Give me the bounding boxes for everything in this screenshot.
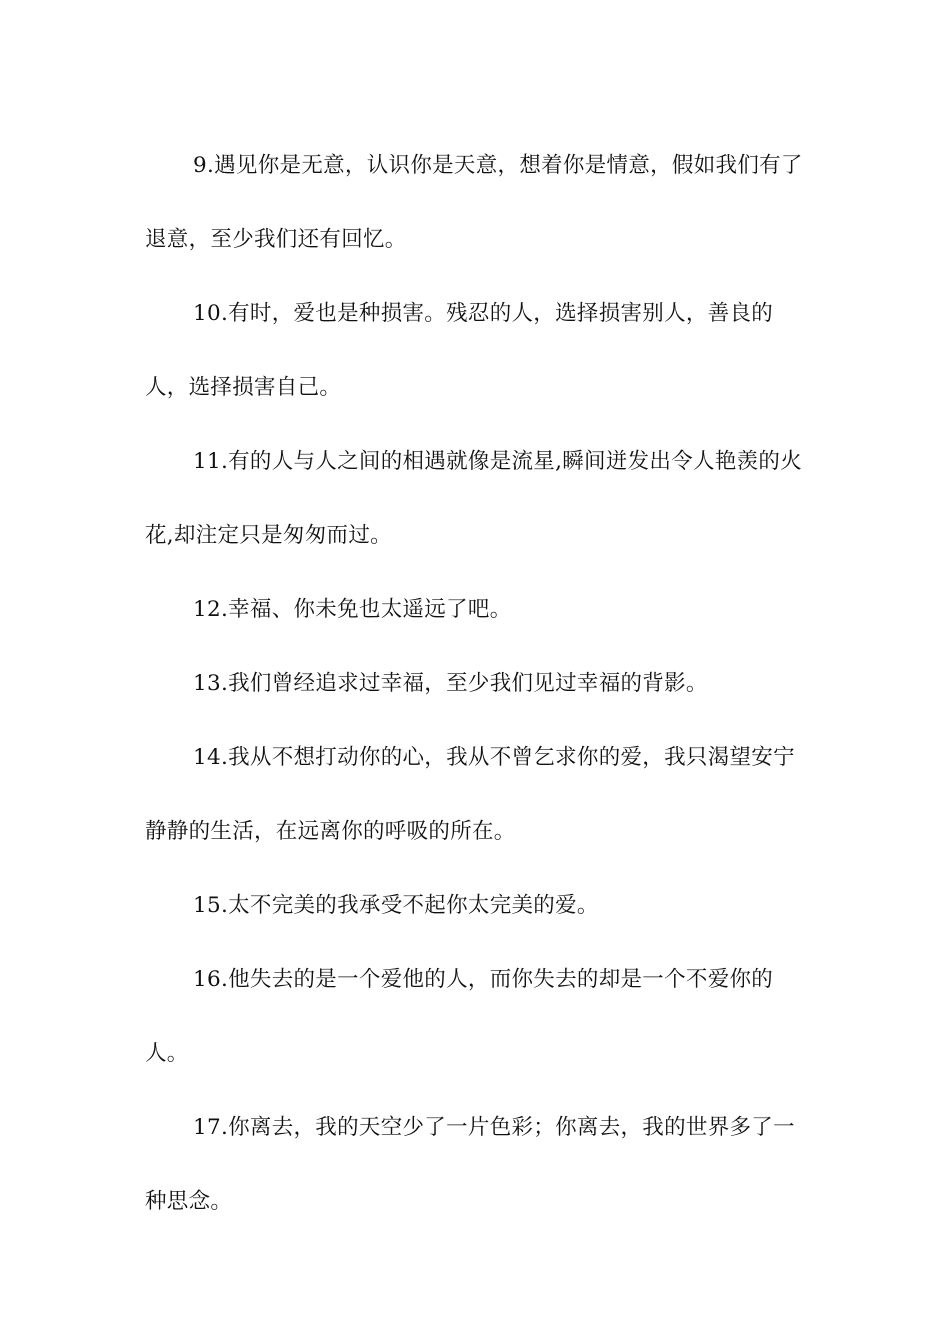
paragraph-16: 16.他失去的是一个爱他的人，而你失去的却是一个不爱你的人。	[145, 967, 774, 1066]
text-body	[145, 129, 807, 1239]
paragraph-14: 14.我从不想打动你的心，我从不曾乞求你的爱，我只渴望安宁静静的生活，在远离你的呼吸的所在。	[145, 745, 795, 844]
paragraph-10: 10.有时，爱也是种损害。残忍的人，选择损害别人，善良的人，选择损害自己。	[145, 301, 774, 400]
paragraph-13: 13.我们曾经追求过幸福，至少我们见过幸福的背影。	[193, 671, 708, 696]
paragraph-11: 11.有的人与人之间的相遇就像是流星,瞬间迸发出令人艳羡的火花,却注定只是匆匆而过。	[145, 449, 803, 548]
paragraph-12: 12.幸福、你未免也太遥远了吧。	[193, 597, 512, 622]
paragraph-15: 15.太不完美的我承受不起你太完美的爱。	[193, 893, 599, 918]
paragraph-17: 17.你离去，我的天空少了一片色彩；你离去，我的世界多了一种思念。	[145, 1115, 795, 1214]
paragraph-9: 9.遇见你是无意，认识你是天意，想着你是情意，假如我们有了退意，至少我们还有回忆。	[145, 153, 803, 252]
